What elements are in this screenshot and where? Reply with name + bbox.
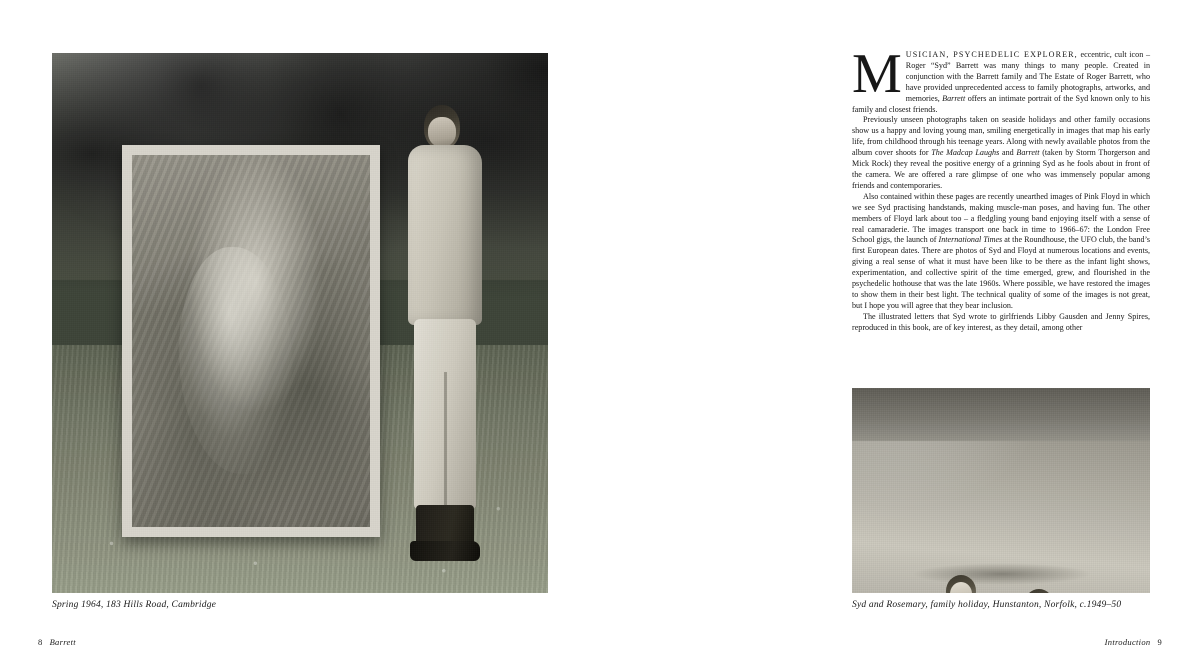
intro-paragraph-text: eccentric, cult icon – Roger “Syd” Barrett was many things to many people. Created in conjunction with the Barrett family and The Estate of Roger Barrett, who have provided unprecedented access to family photographs, artworks, and memories, Barrett offers an intimate portrait of the Syd known only to his family and closest friends. [852, 50, 1151, 114]
figure-trousers [414, 319, 476, 509]
right-page [600, 0, 1200, 672]
syd-barrett-with-relief-sculpture-photo [52, 53, 548, 593]
intro-paragraph: The illustrated letters that Syd wrote to girlfriends Libby Gausden and Jenny Spires, reproduced in this book, are of key interest, as they detail, among other [852, 311, 1150, 332]
children-ground-shadow [912, 563, 1092, 585]
figure-sweater [408, 145, 482, 325]
figure-shoes [410, 541, 480, 561]
right-folio-number: 9 [1157, 637, 1162, 647]
left-folio-number: 8 [38, 637, 43, 647]
figure-face [428, 117, 456, 147]
syd-and-rosemary-beach-photo [852, 388, 1150, 593]
intro-paragraph: Also contained within these pages are recently unearthed images of Pink Floyd in which we see Syd practising handstands, making muscle-man poses, and having fun. The other members of Floyd lark about too – a fledgling young band enjoying itself with a sense of real camaraderie. The images transport one back in time to 1966–67: the London Free School gigs, the launch of International Times at the Roundhouse, the UFO club, the band’s first European dates. There are photos of Syd and Floyd at numerous locations and events, giving a real sense of what it must have been like to be there as the infant light shows, experimentation, and collective spirit of the time emerged, grew, and flourished in the psychedelic hothouse that was the late 1960s. Where possible, we have restored the images to show them in their best light. The technical quality of some of the images is not great, but I hope you will agree that they bear inclusion. [852, 191, 1150, 310]
figure-socks [416, 505, 474, 545]
right-photo-caption: Syd and Rosemary, family holiday, Hunstanton, Norfolk, c.1949–50 [852, 600, 1122, 610]
introduction-body-text [852, 43, 1151, 334]
drop-cap: M [852, 43, 902, 105]
right-folio-title: Introduction [1104, 637, 1151, 647]
relief-sculpture-frame [122, 145, 380, 537]
left-page-folio [38, 637, 76, 647]
right-page-folio [1105, 637, 1162, 647]
intro-paragraph [852, 43, 1151, 115]
intro-paragraph: Previously unseen photographs taken on seaside holidays and other family occasions show us a happy and loving young man, smiling energetically in images that map his early life, from childhood through his teenage years. Along with newly available photos from the album cover shoots for The Madcap Laughs and Barrett (taken by Storm Thorgerson and Mick Rock) they reveal the positive energy of a grinning Syd as he fools about in front of the camera. We are offered a rare glimpse of one who was immensely popular among friends and contemporaries. [852, 115, 1150, 190]
opening-small-caps: USICIAN, PSYCHEDELIC EXPLORER, [905, 50, 1078, 59]
standing-figure [400, 105, 496, 575]
relief-sculpture-surface [132, 155, 370, 527]
left-photo-caption: Spring 1964, 183 Hills Road, Cambridge [52, 600, 217, 610]
left-folio-title: Barrett [49, 637, 76, 647]
